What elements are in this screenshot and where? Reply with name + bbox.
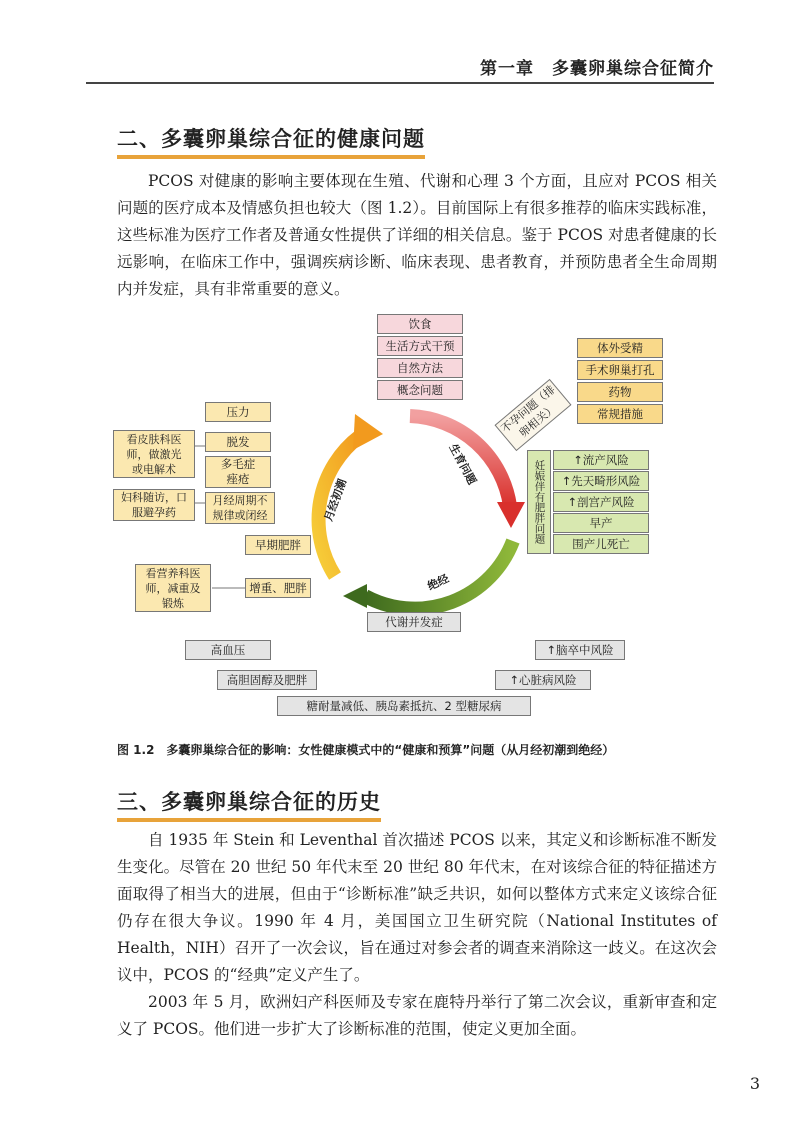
birth-defect-risk-box: ↑先天畸形风险	[553, 471, 649, 491]
natural-method-box: 自然方法	[377, 358, 463, 378]
nutrition-box: 看营养科医 师，减重及 锻炼	[135, 564, 211, 612]
gynecology-box: 妇科随访，口 服避孕药	[113, 489, 195, 521]
section-heading-health	[117, 123, 425, 153]
arrowhead-red	[497, 502, 525, 528]
fertility-label: 生育问题	[446, 441, 479, 487]
infertility-label: 不孕问题（排卵相关）	[494, 379, 571, 451]
glucose-box: 糖耐量减低、胰岛素抵抗、2 型糖尿病	[277, 696, 531, 716]
header-rule	[86, 82, 714, 84]
figure-caption: 图 1.2 多囊卵巢综合征的影响：女性健康模式中的“健康和预算”问题（从月经初潮到绝经）	[117, 743, 615, 757]
dermatology-box: 看皮肤科医 师，做激光 或电解术	[113, 430, 195, 478]
pregnancy-obesity-label: 妊娠伴有肥胖问题	[527, 450, 551, 554]
arrowhead-green	[343, 584, 367, 608]
perinatal-death-box: 围产儿死亡	[553, 534, 649, 554]
chapter-header: 第一章 多囊卵巢综合征简介	[480, 59, 714, 79]
diet-box: 饮食	[377, 314, 463, 334]
stroke-risk-box: ↑脑卒中风险	[535, 640, 625, 660]
heading-underline	[117, 818, 381, 822]
paragraph-health: PCOS 对健康的影响主要体现在生殖、代谢和心理 3 个方面，且应对 PCOS 相关问题的医疗成本及情感负担也较大（图 1.2）。目前国际上有很多推荐的临床实践标准，这些标准为医疗工作者及普通女性提供了详细的相关信息。鉴于 PCOS 对患者健康的长远影响，在临床工作中，强调疾病诊断、临床表现、患者教育，并预防患者全生命周期内并发症，具有非常重要的意义。	[117, 172, 717, 298]
page-number: 3	[749, 1074, 760, 1093]
stress-box: 压力	[205, 402, 271, 422]
hirsutism-acne-box: 多毛症 痤疮	[205, 456, 271, 488]
menopause-label: 绝经	[425, 571, 451, 593]
concept-box: 概念问题	[377, 380, 463, 400]
ivf-box: 体外受精	[577, 338, 663, 358]
heart-risk-box: ↑心脏病风险	[495, 670, 591, 690]
hair-loss-box: 脱发	[205, 432, 271, 452]
weight-gain-box: 增重、肥胖	[245, 578, 311, 598]
routine-box: 常规措施	[577, 404, 663, 424]
ovarian-drilling-box: 手术卵巢打孔	[577, 360, 663, 380]
miscarriage-risk-box: ↑流产风险	[553, 450, 649, 470]
metabolic-box: 代谢并发症	[367, 612, 461, 632]
menstrual-irregular-box: 月经周期不 规律或闭经	[205, 492, 275, 524]
paragraph-history-2: 2003 年 5 月，欧洲妇产科医师及专家在鹿特丹举行了第二次会议，重新审查和定义了 PCOS。他们进一步扩大了诊断标准的范围，使定义更加全面。	[117, 993, 717, 1038]
heading-underline	[117, 155, 425, 159]
cesarean-risk-box: ↑剖宫产风险	[553, 492, 649, 512]
section-heading-history	[117, 786, 381, 816]
section-heading-text: 三、多囊卵巢综合征的历史	[117, 790, 381, 814]
cholesterol-box: 高胆固醇及肥胖	[217, 670, 317, 690]
section-heading-text: 二、多囊卵巢综合征的健康问题	[117, 127, 425, 151]
early-obesity-box: 早期肥胖	[245, 535, 311, 555]
preterm-box: 早产	[553, 513, 649, 533]
lifestyle-box: 生活方式干预	[377, 336, 463, 356]
arrowhead-yellow	[353, 414, 383, 450]
menarche-label: 月经初潮	[321, 477, 350, 524]
hypertension-box: 高血压	[185, 640, 271, 660]
drug-box: 药物	[577, 382, 663, 402]
paragraph-history-1: 自 1935 年 Stein 和 Leventhal 首次描述 PCOS 以来，其定义和诊断标准不断发生变化。尽管在 20 世纪 50 年代末至 20 世纪 80 年代末，在对该综合征的特征描述方面取得了相当大的进展，但由于“诊断标准”缺乏共识，如何以整体方式来定义该综合征仍存在很大争议。1990 年 4 月，美国国立卫生研究院（National Institutes of Health，NIH）召开了一次会议，旨在通过对参会者的调查来消除这一歧义。在这次会议中，PCOS 的“经典”定义产生了。	[117, 831, 717, 984]
figure-1-2	[105, 306, 685, 726]
